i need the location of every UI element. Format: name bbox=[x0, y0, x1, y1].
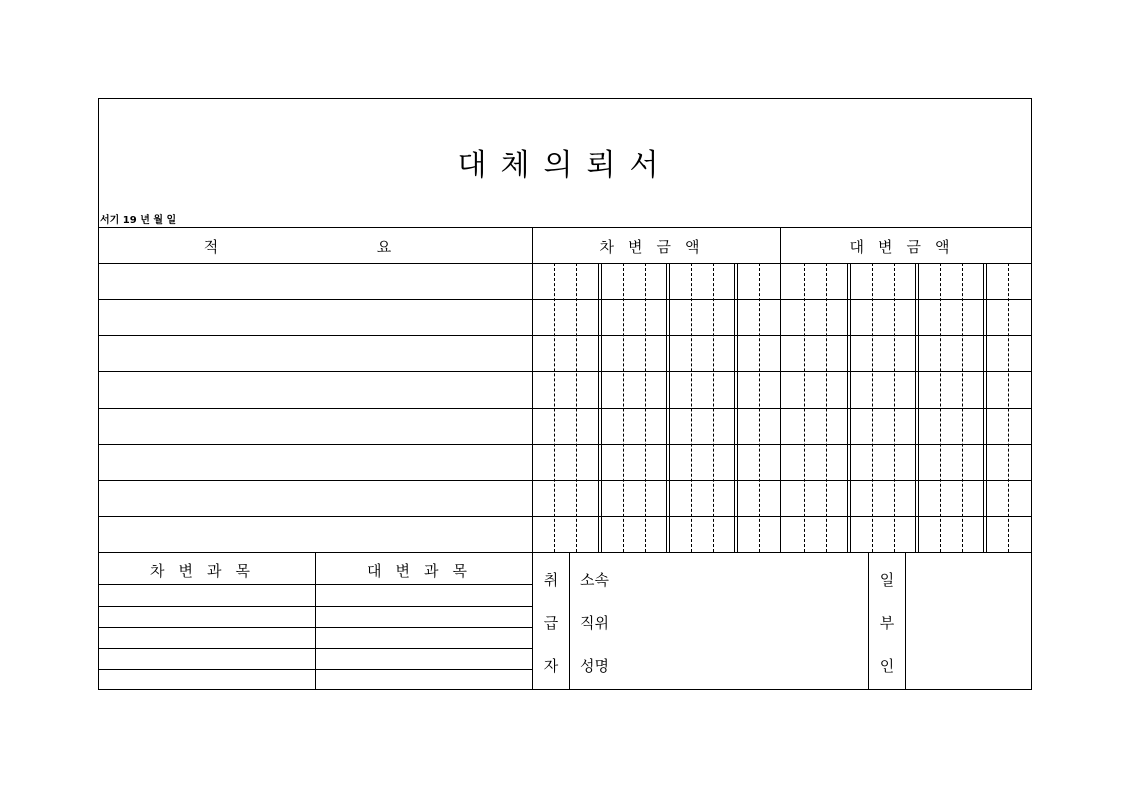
summary-header-right: 요 bbox=[376, 238, 392, 256]
confirm-label-3: 인 bbox=[879, 657, 895, 675]
handler-divider bbox=[569, 552, 570, 690]
account-row-line bbox=[98, 627, 532, 628]
credit-account-header: 대변과목 bbox=[367, 562, 481, 580]
digit-divider bbox=[554, 263, 555, 552]
digit-group-divider bbox=[918, 263, 919, 552]
handler-field-department: 소속 bbox=[580, 571, 609, 589]
debit-account-header: 차변과목 bbox=[150, 562, 264, 580]
form-frame bbox=[98, 98, 1032, 690]
row-line bbox=[98, 335, 1032, 336]
row-line bbox=[98, 444, 1032, 445]
row-line bbox=[98, 480, 1032, 481]
summary-header-left: 적 bbox=[203, 238, 219, 256]
header-top-line bbox=[98, 227, 1032, 228]
digit-group-divider bbox=[669, 263, 670, 552]
digit-group-divider bbox=[737, 263, 738, 552]
account-row-line bbox=[98, 648, 532, 649]
digit-group-divider bbox=[601, 263, 602, 552]
digit-group-divider bbox=[850, 263, 851, 552]
digit-group-divider bbox=[598, 263, 599, 552]
digit-divider bbox=[623, 263, 624, 552]
account-row-line bbox=[98, 669, 532, 670]
digit-divider bbox=[894, 263, 895, 552]
digit-divider bbox=[872, 263, 873, 552]
date-line: 서기 19 년 월 일 bbox=[100, 215, 177, 226]
handler-label-1: 취 bbox=[543, 571, 559, 589]
digit-divider bbox=[804, 263, 805, 552]
confirm-label-1: 일 bbox=[879, 571, 895, 589]
digit-divider bbox=[691, 263, 692, 552]
digit-divider bbox=[940, 263, 941, 552]
form-title: 대체의뢰서 bbox=[457, 148, 673, 183]
digit-group-divider bbox=[847, 263, 848, 552]
digit-group-divider bbox=[983, 263, 984, 552]
handler-label-2: 급 bbox=[543, 614, 559, 632]
digit-group-divider bbox=[915, 263, 916, 552]
digit-divider bbox=[713, 263, 714, 552]
debit-amount-header: 차변금액 bbox=[599, 238, 714, 256]
digit-divider bbox=[576, 263, 577, 552]
account-row-line bbox=[98, 606, 532, 607]
digit-group-divider bbox=[734, 263, 735, 552]
row-line bbox=[98, 408, 1032, 409]
digit-divider bbox=[962, 263, 963, 552]
row-line bbox=[98, 299, 1032, 300]
digit-divider bbox=[759, 263, 760, 552]
amount-divider bbox=[780, 227, 781, 552]
confirm-label-2: 부 bbox=[879, 614, 895, 632]
entries-bottom-line bbox=[98, 552, 1032, 553]
digit-group-divider bbox=[666, 263, 667, 552]
digit-divider bbox=[645, 263, 646, 552]
digit-divider bbox=[826, 263, 827, 552]
credit-amount-header: 대변금액 bbox=[849, 238, 964, 256]
account-header-line bbox=[98, 584, 532, 585]
row-line bbox=[98, 516, 1032, 517]
digit-group-divider bbox=[986, 263, 987, 552]
header-bottom-line bbox=[98, 263, 1032, 264]
handler-field-name: 성명 bbox=[580, 657, 609, 675]
handler-field-position: 직위 bbox=[580, 614, 609, 632]
confirm-divider bbox=[905, 552, 906, 690]
digit-divider bbox=[1008, 263, 1009, 552]
row-line bbox=[98, 371, 1032, 372]
handler-label-3: 자 bbox=[543, 657, 559, 675]
